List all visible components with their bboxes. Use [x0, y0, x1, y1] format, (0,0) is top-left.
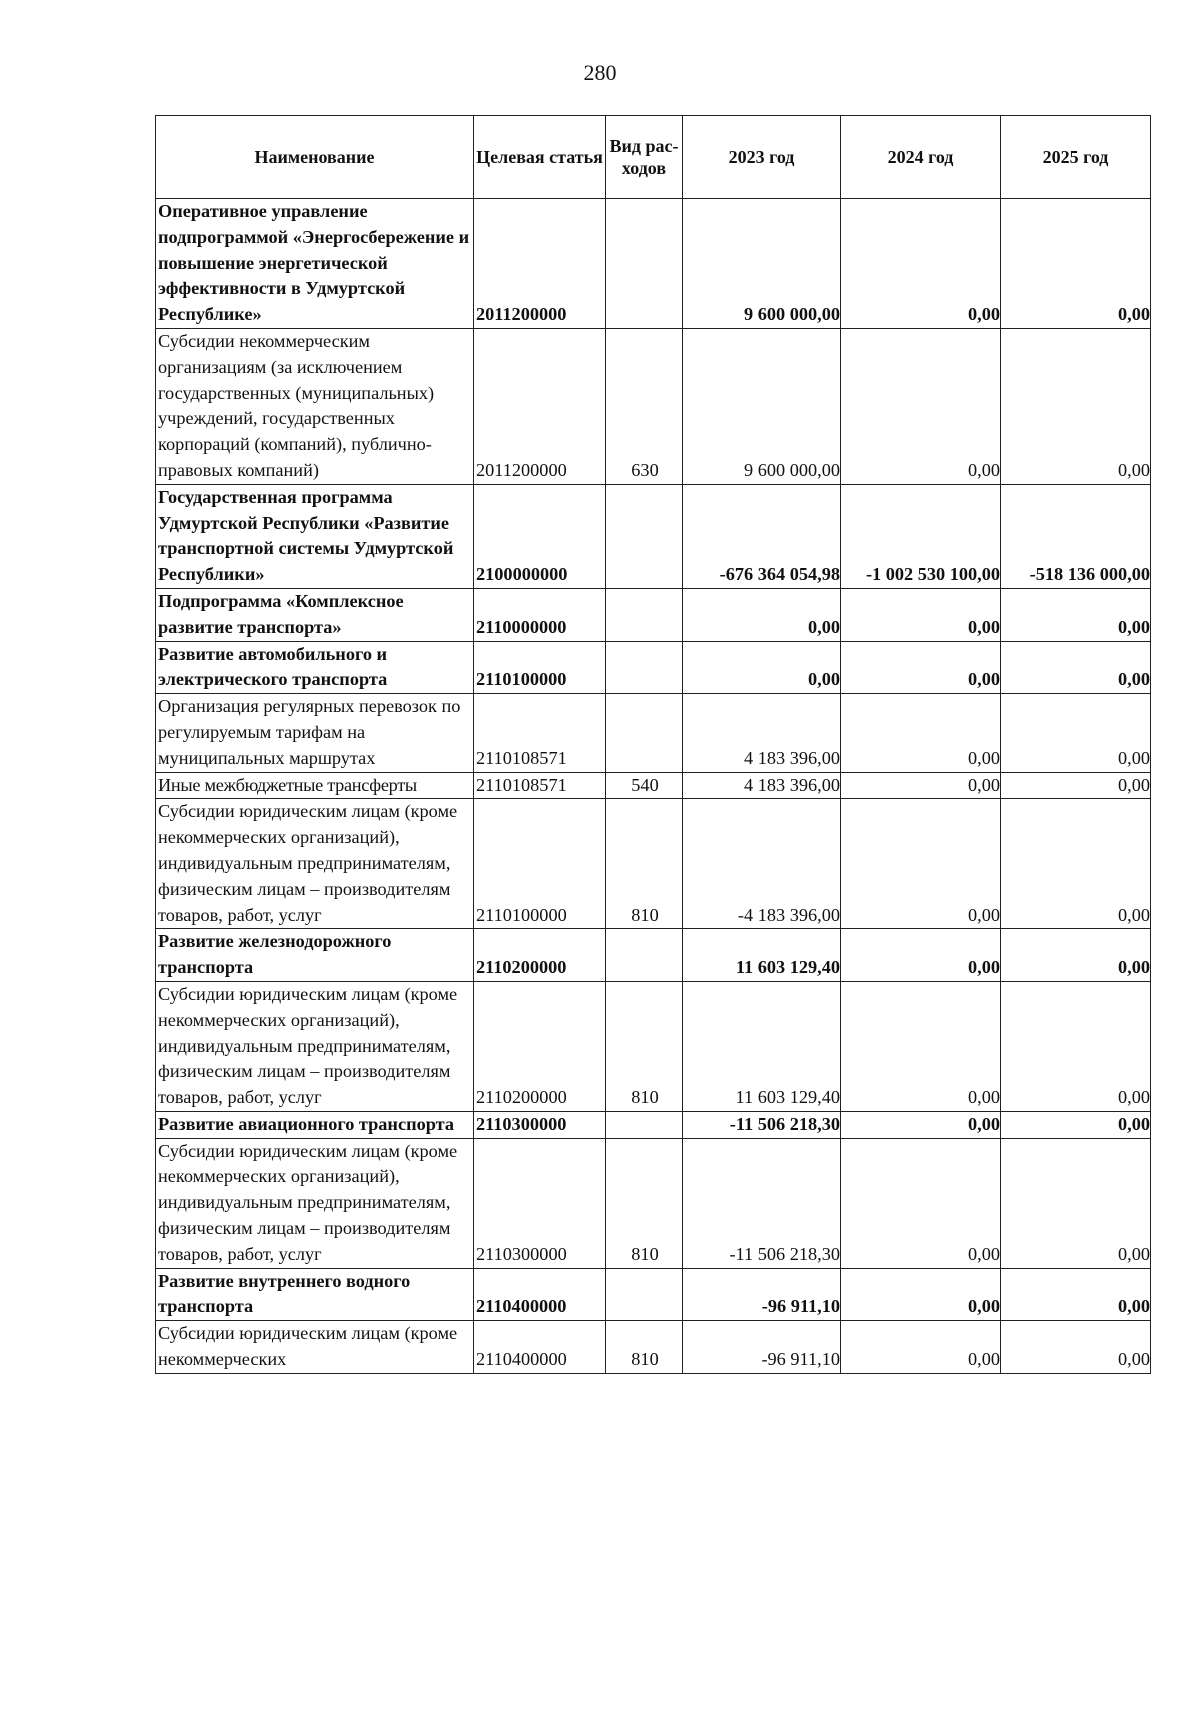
cell-kind	[606, 484, 683, 588]
cell-target: 2011200000	[474, 328, 606, 484]
cell-2025: 0,00	[1001, 1111, 1151, 1138]
col-header-name: Наименование	[156, 116, 474, 199]
col-header-target: Целевая статья	[474, 116, 606, 199]
cell-2024: 0,00	[841, 199, 1001, 329]
cell-name: Оперативное управление подпрограммой «Энергосбережение и повышение энергетической эффективности в Удмуртской Республике»	[156, 199, 474, 329]
cell-kind	[606, 1111, 683, 1138]
cell-name: Развитие авиационного транспорта	[156, 1111, 474, 1138]
cell-target: 2110300000	[474, 1111, 606, 1138]
cell-2023: 11 603 129,40	[683, 929, 841, 982]
col-header-2024: 2024 год	[841, 116, 1001, 199]
table-row	[156, 981, 1151, 1111]
table-row	[156, 1111, 1151, 1138]
cell-2023: 0,00	[683, 641, 841, 694]
table-row	[156, 199, 1151, 329]
cell-name: Субсидии некоммерческим организациям (за исключением государственных (муниципальных) учреждений, государственных корпораций (компаний), публично-правовых компаний)	[156, 328, 474, 484]
cell-2024: 0,00	[841, 588, 1001, 641]
table-row	[156, 641, 1151, 694]
cell-target: 2110200000	[474, 929, 606, 982]
col-header-kind: Вид рас-ходов	[606, 116, 683, 199]
cell-2023: 11 603 129,40	[683, 981, 841, 1111]
cell-2023: -96 911,10	[683, 1268, 841, 1321]
cell-kind: 630	[606, 328, 683, 484]
cell-kind	[606, 1268, 683, 1321]
cell-target: 2100000000	[474, 484, 606, 588]
cell-2025: 0,00	[1001, 199, 1151, 329]
table-row	[156, 1138, 1151, 1268]
cell-2025: 0,00	[1001, 1321, 1151, 1374]
cell-2025: -518 136 000,00	[1001, 484, 1151, 588]
cell-kind: 810	[606, 981, 683, 1111]
cell-kind: 810	[606, 1138, 683, 1268]
cell-2023: 9 600 000,00	[683, 199, 841, 329]
cell-target: 2011200000	[474, 199, 606, 329]
cell-2025: 0,00	[1001, 328, 1151, 484]
cell-2024: 0,00	[841, 328, 1001, 484]
cell-kind	[606, 929, 683, 982]
cell-2025: 0,00	[1001, 588, 1151, 641]
cell-2024: 0,00	[841, 641, 1001, 694]
table-row	[156, 1321, 1151, 1374]
cell-name: Иные межбюджетные трансферты	[156, 772, 474, 799]
cell-2023: -676 364 054,98	[683, 484, 841, 588]
cell-2024: 0,00	[841, 694, 1001, 772]
cell-2023: 9 600 000,00	[683, 328, 841, 484]
cell-name: Подпрограмма «Комплексное развитие транспорта»	[156, 588, 474, 641]
cell-2024: 0,00	[841, 1268, 1001, 1321]
cell-kind: 540	[606, 772, 683, 799]
cell-target: 2110108571	[474, 772, 606, 799]
cell-2025: 0,00	[1001, 1138, 1151, 1268]
table-row	[156, 1268, 1151, 1321]
cell-2024: 0,00	[841, 929, 1001, 982]
cell-2023: -96 911,10	[683, 1321, 841, 1374]
cell-2025: 0,00	[1001, 694, 1151, 772]
cell-kind	[606, 694, 683, 772]
cell-name: Субсидии юридическим лицам (кроме некоммерческих	[156, 1321, 474, 1374]
cell-target: 2110200000	[474, 981, 606, 1111]
cell-target: 2110400000	[474, 1321, 606, 1374]
cell-2024: 0,00	[841, 799, 1001, 929]
table-row	[156, 588, 1151, 641]
table-row	[156, 484, 1151, 588]
col-header-2023: 2023 год	[683, 116, 841, 199]
cell-2025: 0,00	[1001, 772, 1151, 799]
cell-2025: 0,00	[1001, 1268, 1151, 1321]
cell-target: 2110100000	[474, 799, 606, 929]
table-row	[156, 694, 1151, 772]
table-row	[156, 799, 1151, 929]
cell-2023: -11 506 218,30	[683, 1138, 841, 1268]
cell-2023: -4 183 396,00	[683, 799, 841, 929]
cell-kind	[606, 641, 683, 694]
cell-2024: 0,00	[841, 772, 1001, 799]
cell-2023: -11 506 218,30	[683, 1111, 841, 1138]
cell-2025: 0,00	[1001, 981, 1151, 1111]
header-row	[156, 116, 1151, 199]
cell-2025: 0,00	[1001, 929, 1151, 982]
cell-2024: -1 002 530 100,00	[841, 484, 1001, 588]
cell-name: Развитие внутреннего водного транспорта	[156, 1268, 474, 1321]
cell-name: Субсидии юридическим лицам (кроме некоммерческих организаций), индивидуальным предпринимателям, физическим лицам – производителям товаров, работ, услуг	[156, 799, 474, 929]
cell-2025: 0,00	[1001, 641, 1151, 694]
cell-2024: 0,00	[841, 1138, 1001, 1268]
budget-table	[155, 115, 1151, 1374]
cell-2023: 4 183 396,00	[683, 772, 841, 799]
cell-target: 2110000000	[474, 588, 606, 641]
cell-name: Развитие железнодорожного транспорта	[156, 929, 474, 982]
cell-name: Государственная программа Удмуртской Республики «Развитие транспортной системы Удмуртской Республики»	[156, 484, 474, 588]
cell-name: Организация регулярных перевозок по регулируемым тарифам на муниципальных маршрутах	[156, 694, 474, 772]
cell-2024: 0,00	[841, 1111, 1001, 1138]
cell-2024: 0,00	[841, 981, 1001, 1111]
col-header-2025: 2025 год	[1001, 116, 1151, 199]
cell-kind: 810	[606, 799, 683, 929]
cell-2025: 0,00	[1001, 799, 1151, 929]
table-row	[156, 328, 1151, 484]
cell-2023: 4 183 396,00	[683, 694, 841, 772]
cell-name: Субсидии юридическим лицам (кроме некоммерческих организаций), индивидуальным предпринимателям, физическим лицам – производителям товаров, работ, услуг	[156, 981, 474, 1111]
cell-kind	[606, 199, 683, 329]
cell-target: 2110100000	[474, 641, 606, 694]
cell-target: 2110400000	[474, 1268, 606, 1321]
cell-kind	[606, 588, 683, 641]
cell-kind: 810	[606, 1321, 683, 1374]
cell-2024: 0,00	[841, 1321, 1001, 1374]
page-number: 280	[583, 60, 617, 85]
cell-name: Развитие автомобильного и электрического транспорта	[156, 641, 474, 694]
table-row	[156, 929, 1151, 982]
cell-target: 2110300000	[474, 1138, 606, 1268]
cell-target: 2110108571	[474, 694, 606, 772]
cell-name: Субсидии юридическим лицам (кроме некоммерческих организаций), индивидуальным предпринимателям, физическим лицам – производителям товаров, работ, услуг	[156, 1138, 474, 1268]
cell-2023: 0,00	[683, 588, 841, 641]
table-row	[156, 772, 1151, 799]
